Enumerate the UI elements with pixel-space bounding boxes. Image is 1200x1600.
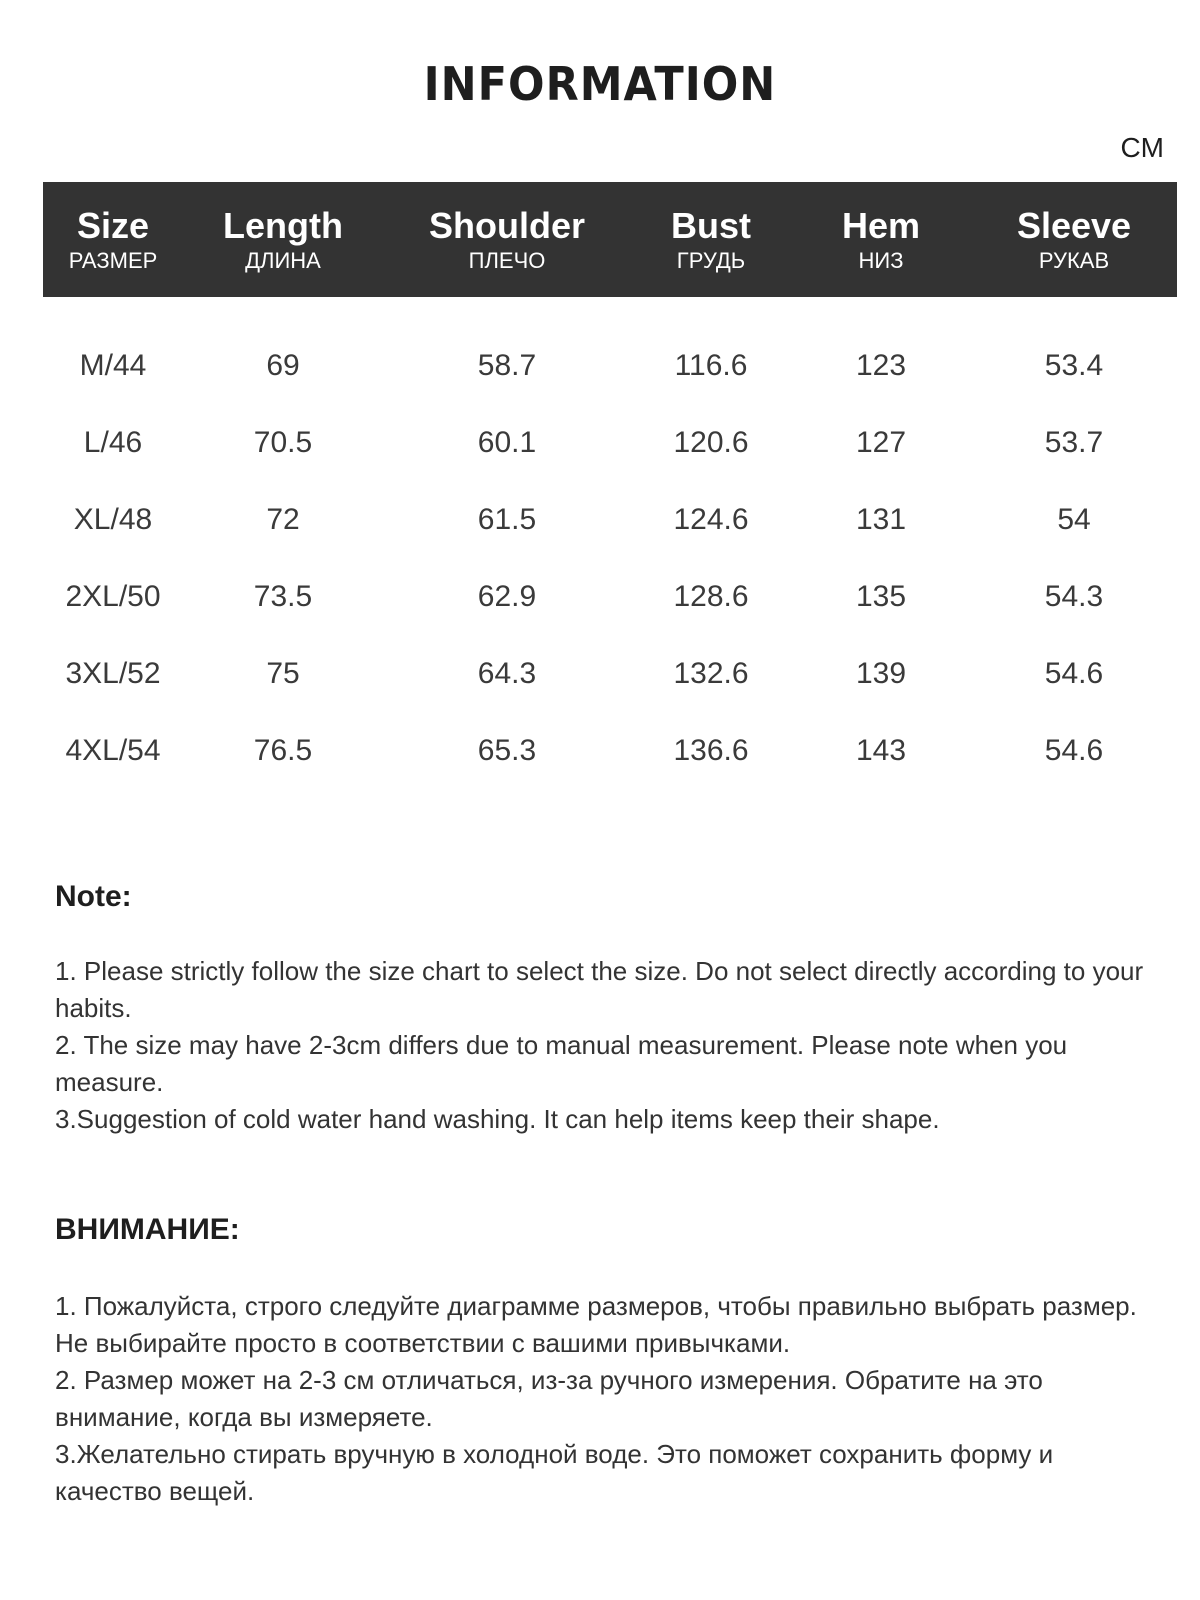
header-label-ru: ГРУДЬ [676,247,746,273]
size-chart-table [43,182,1177,789]
cell-shoulder: 60.1 [477,425,537,459]
cell-sleeve: 54.6 [1044,656,1104,690]
note-item: 3.Желательно стирать вручную в холодной воде. Это поможет сохранить форму и качество вещей. [55,1439,1054,1506]
cell-hem: 127 [855,425,907,459]
header-label-ru: ДЛИНА [245,247,321,273]
table-row [43,635,1177,712]
table-row [43,712,1177,789]
cell-bust: 120.6 [673,425,749,459]
header-label-en: Length [223,204,343,246]
header-label-en: Hem [841,204,921,246]
header-label-en: Size [76,204,150,246]
note-item: 3.Suggestion of cold water hand washing. It can help items keep their shape. [55,1104,940,1134]
cell-sleeve: 53.7 [1044,425,1104,459]
header-label-en: Sleeve [1016,204,1132,246]
table-row [43,327,1177,404]
cell-bust: 124.6 [673,502,749,536]
table-row [43,558,1177,635]
table-body [43,297,1177,789]
cell-hem: 139 [855,656,907,690]
header-length [183,182,383,297]
table-row [43,404,1177,481]
cell-hem: 131 [855,502,907,536]
note-item: 1. Пожалуйста, строго следуйте диаграмме размеров, чтобы правильно выбрать размер. Не выбирайте просто в соответствии с вашими привычками. [55,1291,1137,1358]
header-label-en: Shoulder [428,204,585,246]
cell-size: 4XL/54 [65,733,161,767]
cell-length: 73.5 [253,579,313,613]
cell-bust: 136.6 [673,733,749,767]
cell-length: 75 [266,656,300,690]
unit-label: CM [1120,132,1164,163]
header-label-ru: РАЗМЕР [68,247,158,273]
note-list-en [55,953,1165,1138]
header-label-ru: ПЛЕЧО [468,247,546,273]
cell-shoulder: 58.7 [477,348,537,382]
cell-bust: 128.6 [673,579,749,613]
cell-hem: 135 [855,579,907,613]
table-row [43,481,1177,558]
header-hem [791,182,971,297]
spacer-cell [43,297,1177,327]
cell-length: 72 [266,502,300,536]
page-title: INFORMATION [423,58,777,112]
note-item: 1. Please strictly follow the size chart to select the size. Do not select directly according to your habits. [55,956,1144,1023]
cell-size: XL/48 [73,502,153,536]
note-heading-ru: ВНИМАНИЕ: [55,1213,240,1246]
header-sleeve [971,182,1177,297]
cell-hem: 143 [855,733,907,767]
header-bust [631,182,791,297]
cell-sleeve: 53.4 [1044,348,1104,382]
cell-sleeve: 54.6 [1044,733,1104,767]
cell-length: 76.5 [253,733,313,767]
header-label-ru: НИЗ [858,247,904,273]
header-label-en: Bust [671,204,751,246]
cell-size: M/44 [79,348,147,382]
cell-size: 3XL/52 [65,656,161,690]
cell-shoulder: 62.9 [477,579,537,613]
cell-size: L/46 [83,425,143,459]
cell-bust: 132.6 [673,656,749,690]
table-header [43,182,1177,297]
note-list-ru [55,1288,1165,1510]
cell-shoulder: 64.3 [477,656,537,690]
cell-sleeve: 54 [1057,502,1091,536]
table-spacer [43,297,1177,327]
cell-shoulder: 65.3 [477,733,537,767]
note-heading-en: Note: [55,880,132,913]
header-label-ru: РУКАВ [1038,247,1110,273]
note-item: 2. The size may have 2-3cm differs due to manual measurement. Please note when you measure. [55,1030,1068,1097]
cell-length: 70.5 [253,425,313,459]
note-item: 2. Размер может на 2-3 см отличаться, из-за ручного измерения. Обратите на это внимание, когда вы измеряете. [55,1365,1043,1432]
cell-hem: 123 [855,348,907,382]
cell-sleeve: 54.3 [1044,579,1104,613]
cell-size: 2XL/50 [65,579,161,613]
header-row [43,182,1177,297]
header-size [43,182,183,297]
header-shoulder [383,182,631,297]
cell-bust: 116.6 [674,348,748,382]
cell-length: 69 [266,348,300,382]
cell-shoulder: 61.5 [477,502,537,536]
